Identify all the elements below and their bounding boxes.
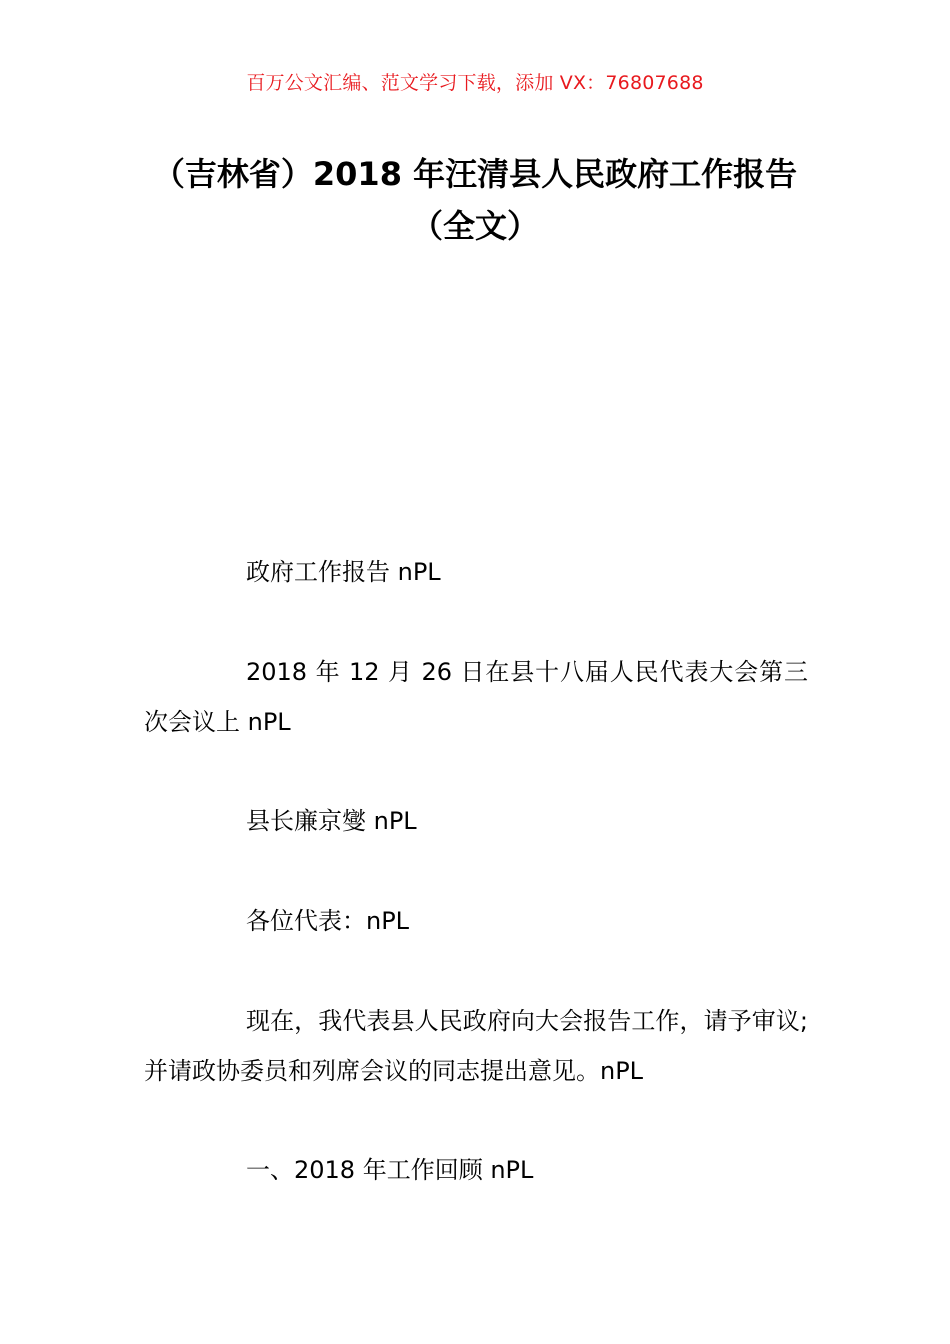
paragraph-opening: 现在，我代表县人民政府向大会报告工作，请予审议;并请政协委员和列席会议的同志提出意见。nPL: [144, 1007, 808, 1085]
header-watermark-note: 百万公文汇编、范文学习下载，添加 VX：76807688: [246, 72, 704, 94]
paragraph-salutation: 各位代表：nPL: [246, 907, 410, 935]
paragraph-speaker: 县长廉京燮 nPL: [246, 807, 417, 835]
section-heading-review: 一、2018 年工作回顾 nPL: [246, 1156, 534, 1184]
document-title: （吉林省）2018 年汪清县人民政府工作报告（全文）: [152, 155, 798, 245]
paragraph-report-label: 政府工作报告 nPL: [246, 558, 441, 586]
paragraph-date-meeting: 2018 年 12 月 26 日在县十八届人民代表大会第三次会议上 nPL: [144, 658, 808, 736]
